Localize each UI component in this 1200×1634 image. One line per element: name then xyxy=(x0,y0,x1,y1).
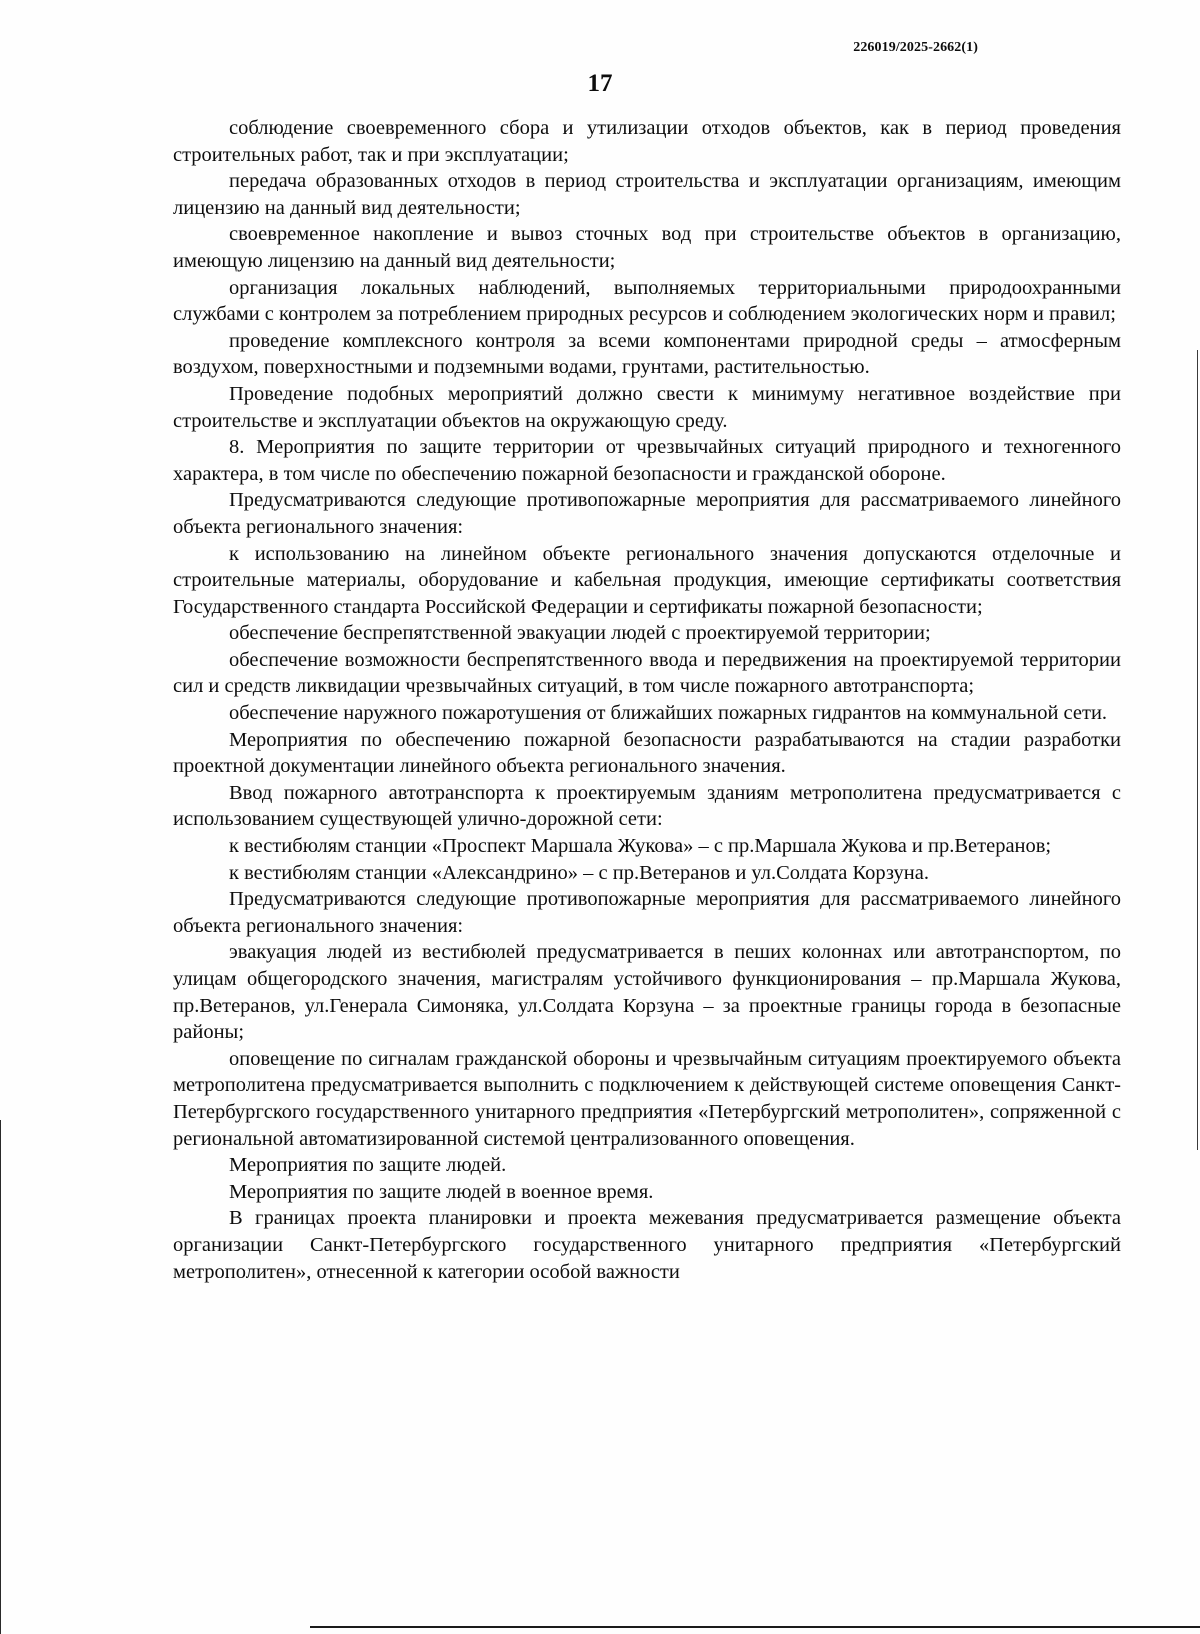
paragraph: организация локальных наблюдений, выполняемых территориальными природоохранными службами с контролем за потреблением природных ресурсов и соблюдением экологических норм и правил; xyxy=(173,276,1121,326)
page-number: 17 xyxy=(587,70,613,97)
paragraph: Предусматриваются следующие противопожарные мероприятия для рассматриваемого линейного объекта регионального значения: xyxy=(173,489,1121,538)
scan-edge-right xyxy=(1197,350,1198,1150)
section-heading-8: 8. Мероприятия по защите территории от чрезвычайных ситуаций природного и техногенного характера, в том числе по обеспечению пожарной безопасности и гражданской обороне. xyxy=(173,436,1121,485)
paragraph: обеспечение возможности беспрепятственного ввода и передвижения на проектируемой территории сил и средств ликвидации чрезвычайных ситуаций, в том числе пожарного автотранспорта; xyxy=(173,648,1121,698)
paragraph: Предусматриваются следующие противопожарные мероприятия для рассматриваемого линейного объекта регионального значения: xyxy=(173,888,1121,937)
paragraph: к вестибюлям станции «Проспект Маршала Жукова» – с пр.Маршала Жукова и пр.Ветеранов; xyxy=(229,835,1052,858)
paragraph: Ввод пожарного автотранспорта к проектируемым зданиям метрополитена предусматривается с использованием существующей улично-дорожной сети: xyxy=(173,781,1121,831)
paragraph: Проведение подобных мероприятий должно свести к минимуму негативное воздействие при строительстве и эксплуатации объектов на окружающую среду. xyxy=(173,382,1121,432)
paragraph: к вестибюлям станции «Александрино» – с пр.Ветеранов и ул.Солдата Корзуна. xyxy=(229,861,929,884)
scan-edge-bottom xyxy=(310,1626,1200,1628)
paragraph: оповещение по сигналам гражданской обороны и чрезвычайным ситуациям проектируемого объекта метрополитена предусматривается выполнить с подключением к действующей системе оповещения Санкт-Петербургского государственного унитарного предприятия «Петербургский метрополитен», сопряженной с региональной автоматизированной системой централизованного оповещения. xyxy=(173,1047,1121,1150)
document-registration-number: 226019/2025-2662(1) xyxy=(853,40,978,55)
paragraph: В границах проекта планировки и проекта межевания предусматривается размещение объекта организации Санкт-Петербургского государственного унитарного предприятия «Петербургский метрополитен», отнесенной к категории особой важности xyxy=(173,1207,1121,1283)
paragraph: проведение комплексного контроля за всеми компонентами природной среды – атмосферным воздухом, поверхностными и подземными водами, грунтами, растительностью. xyxy=(173,329,1121,379)
paragraph: обеспечение беспрепятственной эвакуации людей с проектируемой территории; xyxy=(229,622,931,645)
scan-edge-left xyxy=(0,1120,1,1634)
paragraph: передача образованных отходов в период строительства и эксплуатации организациям, имеющим лицензию на данный вид деятельности; xyxy=(173,170,1121,219)
paragraph: соблюдение своевременного сбора и утилизации отходов объектов, как в период проведения строительных работ, так и при эксплуатации; xyxy=(173,117,1121,166)
paragraph: Мероприятия по защите людей. xyxy=(229,1154,507,1177)
paragraph: к использованию на линейном объекте регионального значения допускаются отделочные и строительные материалы, оборудование и кабельная продукция, имеющие сертификаты соответствия Государственного стандарта Российской Федерации и сертификаты пожарной безопасности; xyxy=(173,542,1121,618)
paragraph: Мероприятия по обеспечению пожарной безопасности разрабатываются на стадии разработки проектной документации линейного объекта регионального значения. xyxy=(173,728,1121,778)
paragraph: своевременное накопление и вывоз сточных вод при строительстве объектов в организацию, имеющую лицензию на данный вид деятельности; xyxy=(173,223,1121,272)
paragraph: обеспечение наружного пожаротушения от ближайших пожарных гидрантов на коммунальной сети. xyxy=(229,702,1108,725)
paragraph: эвакуация людей из вестибюлей предусматривается в пеших колоннах или автотранспортом, по улицам общегородского значения, магистралям устойчивого функционирования – пр.Маршала Жукова, пр.Ветеранов, ул.Генерала Симоняка, ул.Солдата Корзуна – за проектные границы города в безопасные районы; xyxy=(173,941,1121,1044)
document-body xyxy=(173,115,1121,1285)
paragraph: Мероприятия по защите людей в военное время. xyxy=(229,1180,654,1203)
